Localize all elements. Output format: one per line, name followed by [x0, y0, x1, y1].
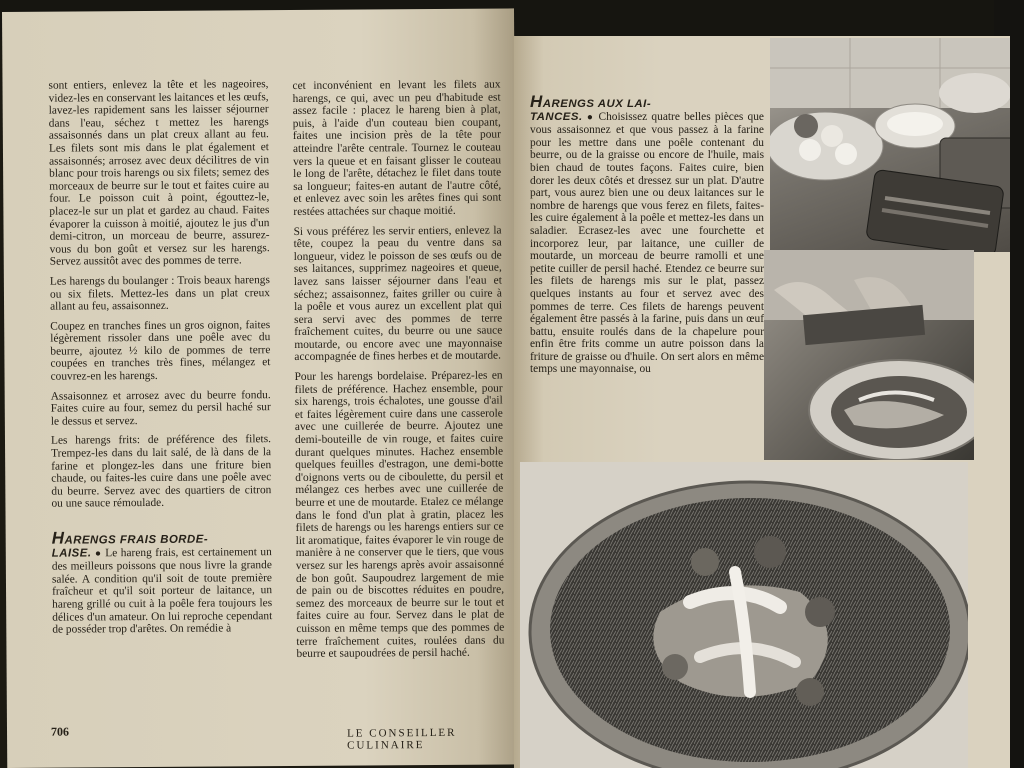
right-page-column-1	[530, 92, 764, 383]
heading-text-cont: TANCES.	[530, 110, 583, 123]
heading-initial: H	[51, 528, 65, 548]
paragraph: Pour les harengs bordelaise. Préparez-les en filets de préférence. Hachez ensemble, pour six harengs, trois échalotes, une gousse d'ail et faites légèrement cuire dans une casserole avec une cuillerée de beurre. Ajoutez une demi-bouteille de vin rouge, et faites cuire durant quelques minutes. Hachez ensemble quelques feuilles d'estragon, une demi-botte d'oignons verts ou de ciboulette, du persil et mélangez ces herbes avec une cuillerée de beurre et une de moutarde. Etalez ce mélange dans le fond d'un plat à gratin, placez les filets de harengs ou les harengs entiers sur ce lit aromatique, faites évaporer le vin rouge de manière à ne conserver que le tiers, que vous versez sur les harengs après avoir assaisonné de bon goût. Saupoudrez largement de mie de pain ou de biscottes réduites en poudre, semez des morceaux de beurre sur le tout et faites cuire au four. Servez dans le plat de cuisson en même temps que des pommes de terre fraîchement cuites, roulées dans du beurre et saupoudrées de persil haché.	[294, 369, 505, 661]
nest-photo-drawing	[520, 462, 968, 768]
paragraph: cet inconvénient en levant les filets aux harengs, ce qui, avec un peu d'habitude est assez facile : placez le hareng bien à plat, puis, à l'aide d'un couteau bien coupant, faites une incision près de la tête pour atteindre l'arête centrale. Tournez le couteau vers la queue et en faisant glisser le couteau le long de l'arête, détachez le filet dans toute sa longueur; faites-en autant de l'autre côté, et enlevez avec soin les arêtes fines qui sont restées attachées sur chaque moitié.	[292, 78, 502, 218]
heading-text: ARENGS FRAIS BORDE-	[64, 533, 209, 547]
paragraph: Les harengs du boulanger : Trois beaux harengs ou six filets. Mettez-les dans un plat creux allant au feu, assaisonnez.	[49, 274, 271, 313]
heading-text-cont: LAISE.	[51, 546, 92, 560]
paragraph: Coupez en tranches fines un gros oignon, faites légèrement rissoler dans une poêle avec du beurre, ajoutez ½ kilo de pommes de terre coupées en tranches très fines, mélangez et couvrez-en les harengs.	[50, 318, 271, 383]
left-page-column-2	[292, 79, 504, 668]
paragraph: Choisissez quatre belles pièces que vous assaisonnez et que vous passez à la farine pour les mettre dans une poêle contenant du beurre, ou de la graisse ou encore de l'huile, mais bien chaud de toutes façons. Faites cuire, bien dorer les deux côtés et dressez sur un plat. D'autre part, vous aurez bien une ou deux laitances sur le nombre de harengs que vous ferez en filets, faites-les cuire également à la poêle et mettez-les dans un saladier. Ecrasez-les avec une fourchette et incorporez leur, par laitance, une cuiller de moutarde, un morceau de beurre ramolli et une petite cuiller de persil haché. Etendez ce beurre sur les filets de harengs mis sur le plat, passez quelques instants au four et servez avec des pommes de terre. Ces filets de harengs peuvent également être passés à la farine, puis dans un œuf battu, ensuite roulés dans de la chapelure pour enfin être frits comme un autre poisson dans la friture de graisse ou d'huile. On sert alors en même temps une mayonnaise, ou	[530, 110, 764, 376]
plates-with-eggs-and-fish-photo	[770, 38, 1010, 252]
paragraph: Si vous préférez les servir entiers, enlevez la tête, coupez la peau du ventre dans sa longueur, videz le poisson de ses œufs ou de ses laitances, supprimez nageoires et queue, lavez sans laisser séjourner dans l'eau et séchez; assaisonnez, faites griller ou cuire à la poêle et vous aurez un excellent plat qui sera servi avec des pommes de terre fraîchement cuites, du beurre ou une sauce moutarde, ou encore avec une mayonnaise accompagnée de fines herbes et de moutarde.	[293, 224, 503, 364]
hands-preparing-fish-photo	[764, 250, 974, 460]
heading-text: ARENGS AUX LAI-	[542, 98, 652, 110]
heading-initial: H	[530, 92, 543, 111]
plates-photo-drawing	[770, 38, 1010, 252]
section-heading-harengs-aux-laitances	[530, 92, 764, 376]
hands-photo-drawing	[764, 250, 974, 460]
left-page-column-1	[48, 78, 272, 643]
paragraph: Assaisonnez et arrosez avec du beurre fondu. Faites cuire au four, semez du persil haché sur le dessus et servez.	[50, 388, 271, 428]
paragraph: Les harengs frits: de préférence des filets. Trempez-les dans du lait salé, de là dans de la farine et plongez-les dans une friture bien chaude, ou faites-les cuire dans une poêle avec du beurre. Servez avec des quartiers de citron ou une sauce rémoulade.	[50, 433, 272, 511]
page-number: 706	[50, 724, 70, 739]
left-page	[2, 8, 519, 768]
right-page	[514, 36, 1010, 768]
paragraph: sont entiers, enlevez la tête et les nageoires, videz-les en conservant les laitances et les œufs, lavez-les rapidement sans les laisser séjourner dans l'eau, séchez t mettez les harengs assaisonnés dans un plat creux allant au feu. Les filets sont mis dans le plat également et assaisonnés; arrosez avec deux décilitres de vin blanc pour trois harengs ou six filets; semez des morceaux de beurre sur le tout et faites cuire au four. Le poisson cuit à point, égouttez-le, placez-le sur un plat et gardez au chaud. Faites évaporer la cuisson à moitié, ajoutez le jus d'un demi-citron, un morceau de beurre, assurez-vous du bon goût et versez sur les harengs. Servez aussitôt avec des pommes de terre.	[48, 78, 270, 268]
section-heading-harengs-bordelaise	[51, 528, 273, 636]
paragraph: Le hareng frais, est certainement un des meilleurs poissons que nous livre la grande salée. A condition qu'il soit de toute première fraîcheur et qu'il soit porteur de laitance, un hareng grillé ou cuit à la poêle fera toujours les délices d'un amateur. On lui reproche cependant de posséder trop d'arêtes. On remédie à	[51, 545, 273, 636]
fish-in-cress-nest-photo	[520, 462, 968, 768]
bullet-icon: ●	[586, 111, 595, 123]
running-title: LE CONSEILLER CULINAIRE	[347, 726, 457, 752]
bullet-icon: ●	[94, 547, 102, 559]
